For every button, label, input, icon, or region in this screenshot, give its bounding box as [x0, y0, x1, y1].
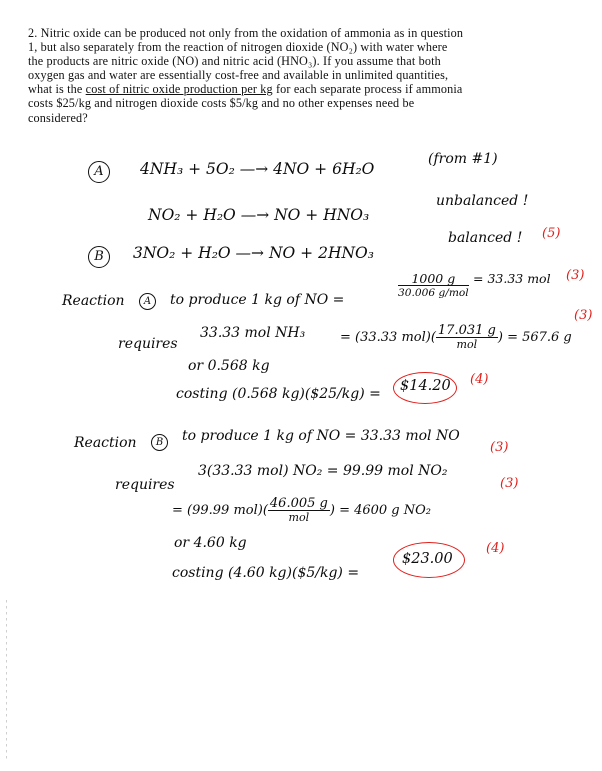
equation-a-note: (from #1) — [428, 151, 498, 167]
points-annotation: (3) — [500, 476, 519, 491]
question-line: 2. Nitric oxide can be produced not only from the oxidation of ammonia as in question — [28, 26, 464, 40]
question-line: costs $25/kg and nitrogen dioxide costs $5/kg and no other expenses need be — [28, 96, 415, 111]
fraction — [268, 497, 330, 524]
equation-unbalanced: NO₂ + H₂O —→ NO + HNO₃ — [148, 206, 370, 224]
cost-b-text: costing (4.60 kg)($5/kg) = — [172, 565, 360, 581]
question-line — [28, 82, 576, 96]
reaction-a-text: to produce 1 kg of NO = — [170, 292, 345, 308]
question-line: the products are nitric oxide (NO) and nitric acid (HNO₃). If you assume that both — [28, 54, 441, 69]
calc-result: ) = 567.6 g — [497, 330, 572, 345]
equation-b-note: balanced ! — [448, 230, 523, 246]
reaction-b-label: Reaction — [74, 435, 137, 451]
requires-a-text: 33.33 mol NH₃ — [200, 325, 306, 341]
points-annotation: (4) — [470, 372, 489, 387]
reaction-b-text: to produce 1 kg of NO = 33.33 mol NO — [182, 428, 460, 444]
fraction-numerator: 17.031 g — [437, 323, 496, 338]
fraction-denominator: mol — [456, 338, 478, 351]
requires-b-calc — [172, 497, 431, 524]
requires-a-calc — [340, 324, 572, 351]
calc-prefix: = (99.99 mol)( — [172, 503, 268, 518]
fraction-denominator: mol — [288, 511, 310, 524]
or-a-text: or 0.568 kg — [188, 358, 270, 374]
question-fragment: for each separate process if ammonia — [272, 82, 463, 97]
or-b-text: or 4.60 kg — [174, 535, 247, 551]
circled-label-b-small: B — [151, 434, 168, 451]
points-annotation: (3) — [490, 440, 509, 455]
circled-label-a-small: A — [139, 293, 156, 310]
question-line: 1, but also separately from the reaction of nitrogen dioxide (NO₂) with water where — [28, 40, 448, 55]
calc-result: ) = 4600 g NO₂ — [329, 503, 432, 518]
calc-prefix: = (33.33 mol)( — [340, 330, 436, 345]
reaction-a-fraction — [398, 272, 469, 299]
reaction-a-result: = 33.33 mol — [473, 271, 551, 286]
underlined-phrase: cost of nitric oxide production per kg — [85, 82, 273, 97]
fraction-numerator: 1000 g — [398, 272, 469, 286]
points-annotation: (3) — [566, 268, 585, 283]
circled-label-a: A — [88, 161, 110, 183]
cost-a-text: costing (0.568 kg)($25/kg) = — [176, 386, 381, 402]
question-line: considered? — [28, 110, 88, 125]
equation-a: 4NH₃ + 5O₂ —→ 4NO + 6H₂O — [140, 160, 375, 178]
points-annotation: (5) — [542, 226, 561, 241]
question-text — [28, 26, 576, 125]
scan-edge-dots — [6, 600, 7, 760]
fraction — [398, 272, 469, 299]
cost-b-answer: $23.00 — [402, 551, 453, 567]
equation-b: 3NO₂ + H₂O —→ NO + 2HNO₃ — [133, 244, 374, 262]
cost-a-answer: $14.20 — [400, 378, 451, 394]
fraction-denominator: 30.006 g/mol — [398, 286, 469, 299]
points-annotation: (3) — [574, 308, 593, 323]
question-line: oxygen gas and water are essentially cost-free and available in unlimited quantities, — [28, 68, 449, 83]
question-fragment: what is the — [28, 82, 86, 97]
circled-label-b: B — [88, 246, 110, 268]
requires-b-text: 3(33.33 mol) NO₂ = 99.99 mol NO₂ — [198, 463, 448, 479]
requires-label: requires — [118, 336, 178, 352]
points-annotation: (4) — [486, 541, 505, 556]
fraction-numerator: 46.005 g — [269, 496, 328, 511]
reaction-a-label: Reaction — [62, 293, 125, 309]
fraction — [436, 324, 498, 351]
equation-unbalanced-note: unbalanced ! — [436, 193, 529, 209]
requires-label: requires — [115, 477, 175, 493]
